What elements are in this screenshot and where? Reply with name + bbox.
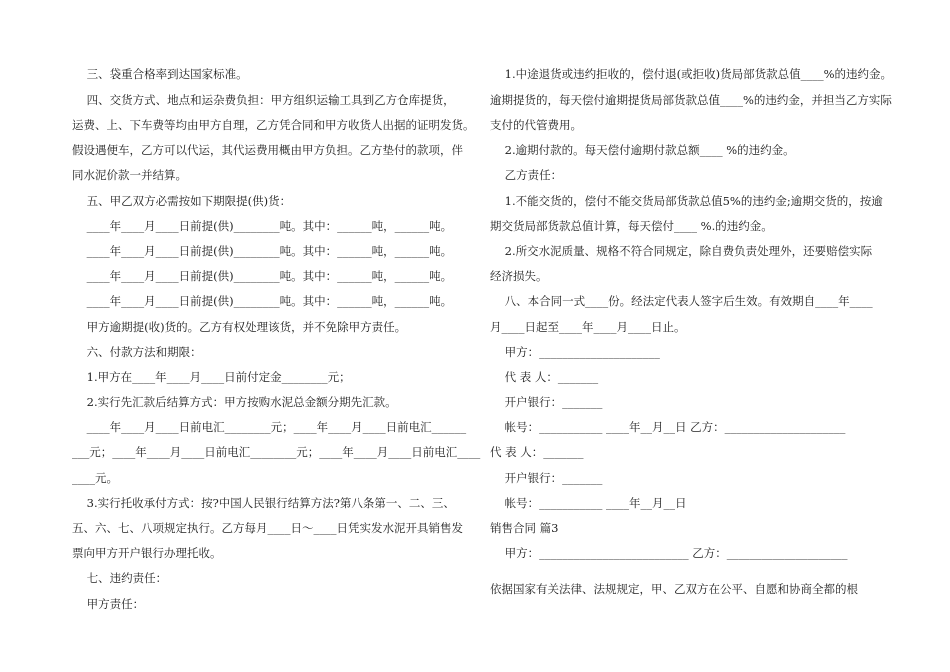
left-line-17: ____元。 — [72, 471, 118, 485]
left-line-3: 运费、上、下车费等均由甲方自理，乙方凭合同和甲方收货人出据的证明发货。 — [72, 118, 475, 132]
left-line-16: ___元；____年____月____日前电汇________元；____年____月____日前电汇____ — [72, 445, 481, 459]
right-line-16: 代 表 人：_______ — [490, 445, 584, 459]
right-line-10: 八、本合同一式____份。经法定代表人签字后生效。有效期自____年____ — [490, 294, 873, 308]
right-line-9: 经济损失。 — [490, 269, 548, 283]
right-line-18: 帐号：___________ ____年__月__日 — [490, 496, 687, 510]
left-line-7: ____年____月____日前提(供)________吨。其中：______吨，______吨。 — [72, 219, 453, 233]
left-line-12: 六、付款方法和期限： — [72, 345, 202, 359]
left-line-15: ____年____月____日前电汇________元；____年____月____日前电汇______ — [72, 420, 467, 434]
right-line-19: 销售合同 篇3 — [490, 521, 559, 535]
left-line-4: 假设遇便车，乙方可以代运，其代运费用概由甲方负担。乙方垫付的款项，伴 — [72, 143, 463, 157]
right-line-6: 1.不能交货的，偿付不能交货局部货款总值5%的违约金;逾期交货的，按逾 — [490, 194, 883, 208]
left-line-8: ____年____月____日前提(供)________吨。其中：______吨，______吨。 — [72, 244, 453, 258]
right-line-17: 开户银行：_______ — [490, 471, 603, 485]
left-line-5: 同水泥价款一并结算。 — [72, 168, 187, 182]
left-line-2: 四、交货方式、地点和运杂费负担：甲方组织运输工具到乙方仓库提货， — [72, 93, 455, 107]
right-line-8: 2.所交水泥质量、规格不符合同规定，除自费负责处理外，还要赔偿实际 — [490, 244, 873, 258]
left-line-18: 3.实行托收承付方式：按?中国人民银行结算方法?第八条第一、二、三、 — [72, 496, 455, 510]
left-line-10: ____年____月____日前提(供)________吨。其中：______吨，______吨。 — [72, 294, 453, 308]
right-line-1: 1.中途退货或违约拒收的，偿付退(或拒收)货局部货款总值____%的违约金。 — [490, 67, 892, 81]
left-line-9: ____年____月____日前提(供)________吨。其中：______吨，______吨。 — [72, 269, 453, 283]
right-line-15: 帐号：___________ ____年__月__日 乙方：_____________________ — [490, 420, 846, 434]
right-line-4: 2.逾期付款的。每天偿付逾期付款总额____ %的违约金。 — [490, 143, 795, 157]
left-line-14: 2.实行先汇款后结算方式：甲方按购水泥总金额分期先汇款。 — [72, 395, 397, 409]
right-line-14: 开户银行：_______ — [490, 395, 603, 409]
left-line-1: 三、袋重合格率到达国家标准。 — [72, 67, 248, 81]
left-line-6: 五、甲乙双方必需按如下期限提(供)货： — [72, 194, 292, 208]
right-line-5: 乙方责任： — [490, 168, 563, 182]
left-line-13: 1.甲方在____年____月____日前付定金________元； — [72, 370, 351, 384]
left-line-21: 七、违约责任： — [72, 571, 168, 585]
right-line-3: 支付的代管费用。 — [490, 118, 582, 132]
left-line-19: 五、六、七、八项规定执行。乙方每月____日～____日凭实发水泥开具销售发 — [72, 521, 463, 535]
right-line-11: 月____日起至____年____月____日止。 — [490, 320, 686, 334]
left-line-22: 甲方责任： — [72, 597, 145, 611]
right-line-2: 逾期提货的，每天偿付逾期提货局部货款总值____%的违约金，并担当乙方实际 — [490, 93, 892, 107]
right-line-20: 甲方：__________________________ 乙方：_____________________ — [490, 546, 848, 560]
left-line-11: 甲方逾期提(收)货的。乙方有权处理该货，并不免除甲方责任。 — [72, 320, 407, 334]
left-line-20: 票向甲方开户银行办理托收。 — [72, 546, 222, 560]
right-line-22: 依据国家有关法律、法规规定，甲、乙双方在公平、自愿和协商全都的根 — [490, 582, 858, 596]
right-line-12: 甲方：_____________________ — [490, 345, 660, 359]
right-line-7: 期交货局部货款总值计算，每天偿付____ %.的违约金。 — [490, 219, 773, 233]
right-line-13: 代 表 人：_______ — [490, 370, 599, 384]
